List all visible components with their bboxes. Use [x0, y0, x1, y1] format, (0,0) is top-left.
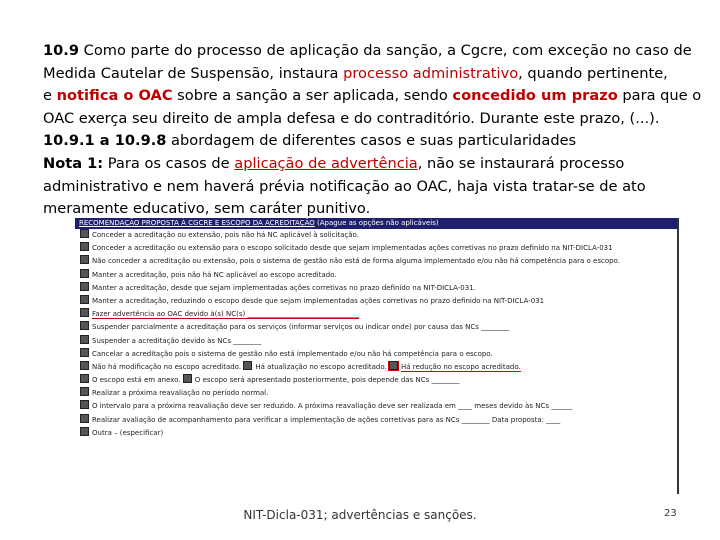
form-row — [75, 387, 677, 400]
section-number: 10.9 — [43, 42, 80, 59]
checkbox-icon — [80, 361, 89, 370]
para-text: abordagem de diferentes casos e suas particularidades — [166, 132, 577, 150]
note-label: Nota 1: — [43, 154, 104, 172]
para-text: Para os casos de — [103, 154, 235, 172]
para-line-7: administrativo e nem haverá prévia notificação ao OAC, haja vista tratar-se de ato — [43, 177, 646, 195]
highlight-notifica: notifica o OAC — [56, 87, 173, 105]
checkbox-icon — [243, 361, 252, 370]
form-row — [75, 335, 677, 348]
form-row-label: Não conceder a acreditação ou extensão, pois o sistema de gestão não está de forma alguma implementado e/ou não há competência para o escopo. — [92, 257, 620, 266]
form-row — [75, 229, 677, 242]
form-row-label: Realizar avaliação de acompanhamento para verificar a implementação de ações corretivas para as NCs ________ Data proposta: ____ — [92, 415, 561, 424]
form-row — [75, 269, 677, 282]
form-row — [75, 282, 677, 295]
para-line-6 — [43, 153, 688, 176]
checkbox-icon — [80, 282, 89, 291]
checkbox-icon — [183, 374, 192, 383]
highlight-processo: processo administrativo — [343, 64, 519, 82]
form-row-label: O escopo está em anexo. — [92, 376, 181, 385]
para-line-4: OAC exerça seu direito de ampla defesa e do contraditório. Durante este prazo, (...). — [43, 109, 660, 127]
section-range: 10.9.1 a 10.9.8 — [43, 132, 167, 150]
form-row-label: Manter a acreditação, pois não há NC aplicável ao escopo acreditado. — [92, 270, 337, 279]
para-text: Medida Cautelar de Suspensão, instaura — [43, 64, 344, 82]
form-row-label: Conceder a acreditação ou extensão, pois não há NC aplicável à solicitação. — [92, 231, 359, 239]
highlight-prazo: concedido um prazo — [452, 87, 618, 105]
form-header-note: (Apague as opções não aplicáveis) — [314, 219, 439, 227]
form-row-anexo — [75, 374, 677, 387]
form-row-label: Manter a acreditação, reduzindo o escopo desde que sejam implementadas ações corretivas no prazo definido na NIT-DICLA-031 — [92, 296, 545, 305]
form-row — [75, 242, 677, 255]
form-row-label: Conceder a acreditação ou extensão para o escopo solicitado desde que sejam implementadas ações corretivas no prazo definido na NIT-DICLA-031 — [92, 244, 613, 253]
form-row — [75, 427, 677, 440]
form-header-title: RECOMENDAÇÃO PROPOSTA À CGCRE E ESCOPO DA ACREDITAÇÃO — [79, 219, 315, 227]
para-line-3 — [43, 85, 702, 108]
form-row — [75, 321, 677, 334]
form-row — [75, 255, 677, 268]
para-line-8: meramente educativo, sem caráter punitivo. — [43, 200, 371, 218]
para-text: para que o — [617, 87, 702, 105]
checkbox-icon — [80, 269, 89, 278]
form-header — [75, 218, 677, 229]
form-row-label: O escopo será apresentado posteriormente, pois depende das NCs ________ — [194, 376, 460, 385]
para-line-5 — [43, 130, 688, 153]
recommendation-form-image — [75, 218, 679, 494]
form-row-escopo — [75, 361, 677, 374]
form-row-label: Cancelar a acreditação pois o sistema de gestão não está implementado e/ou não há competência para o escopo. — [92, 349, 493, 358]
checkbox-icon — [80, 255, 89, 264]
para-text: , quando pertinente, — [518, 64, 668, 82]
footer-text: NIT-Dicla-031; advertências e sanções. — [243, 508, 477, 522]
checkbox-icon — [80, 374, 89, 383]
para-text: e — [43, 87, 57, 105]
checkbox-icon — [80, 335, 89, 344]
form-row-label: Há atualização no escopo acreditado. — [255, 362, 387, 371]
para-line-2 — [43, 63, 688, 86]
para-text: Como parte do processo de aplicação da sanção, a Cgcre, com exceção no caso de — [79, 42, 692, 59]
form-row — [75, 295, 677, 308]
form-row-advertencia — [75, 308, 677, 321]
checkbox-icon — [80, 229, 89, 238]
form-row-label: Suspender a acreditação devido às NCs ________ — [92, 336, 262, 345]
form-row-label: Fazer advertência ao OAC devido à(s) NC(s) ________________________________ — [92, 310, 360, 319]
checkbox-icon — [80, 295, 89, 304]
form-row-label: Outra – (especificar) — [92, 428, 164, 437]
checkbox-icon — [80, 242, 89, 251]
form-row-label: Realizar a próxima reavaliação no período normal. — [92, 389, 269, 398]
form-row — [75, 348, 677, 361]
checkbox-icon — [80, 400, 89, 409]
highlight-advertencia: aplicação de advertência — [234, 154, 418, 172]
checkbox-icon — [80, 308, 89, 317]
main-paragraph — [43, 40, 702, 221]
checkbox-icon — [80, 427, 89, 436]
form-row — [75, 400, 677, 413]
checkbox-icon — [80, 321, 89, 330]
para-text: , não se instaurará processo — [417, 154, 625, 172]
checkbox-icon — [80, 414, 89, 423]
para-text: sobre a sanção a ser aplicada, sendo — [172, 87, 453, 105]
form-row — [75, 414, 677, 427]
checkbox-icon — [389, 361, 398, 370]
form-row-label: Há redução no escopo acreditado. — [401, 362, 521, 371]
form-row-label: Não há modificação no escopo acreditado. — [92, 362, 242, 371]
para-line-1 — [43, 40, 692, 63]
form-row-label: Suspender parcialmente a acreditação para os serviços (informar serviços ou indicar onde) por causa das NCs ________ — [92, 323, 510, 332]
checkbox-icon — [80, 387, 89, 396]
form-row-label: O intervalo para a próxima reavaliação deve ser reduzido. A próxima reavaliação deve ser realizada em ____ meses devido às NCs ______ — [92, 402, 573, 411]
page-number: 23 — [664, 508, 677, 519]
form-row-label: Manter a acreditação, desde que sejam implementadas ações corretivas no prazo definido na NIT-DICLA-031. — [92, 283, 476, 292]
checkbox-icon — [80, 348, 89, 357]
